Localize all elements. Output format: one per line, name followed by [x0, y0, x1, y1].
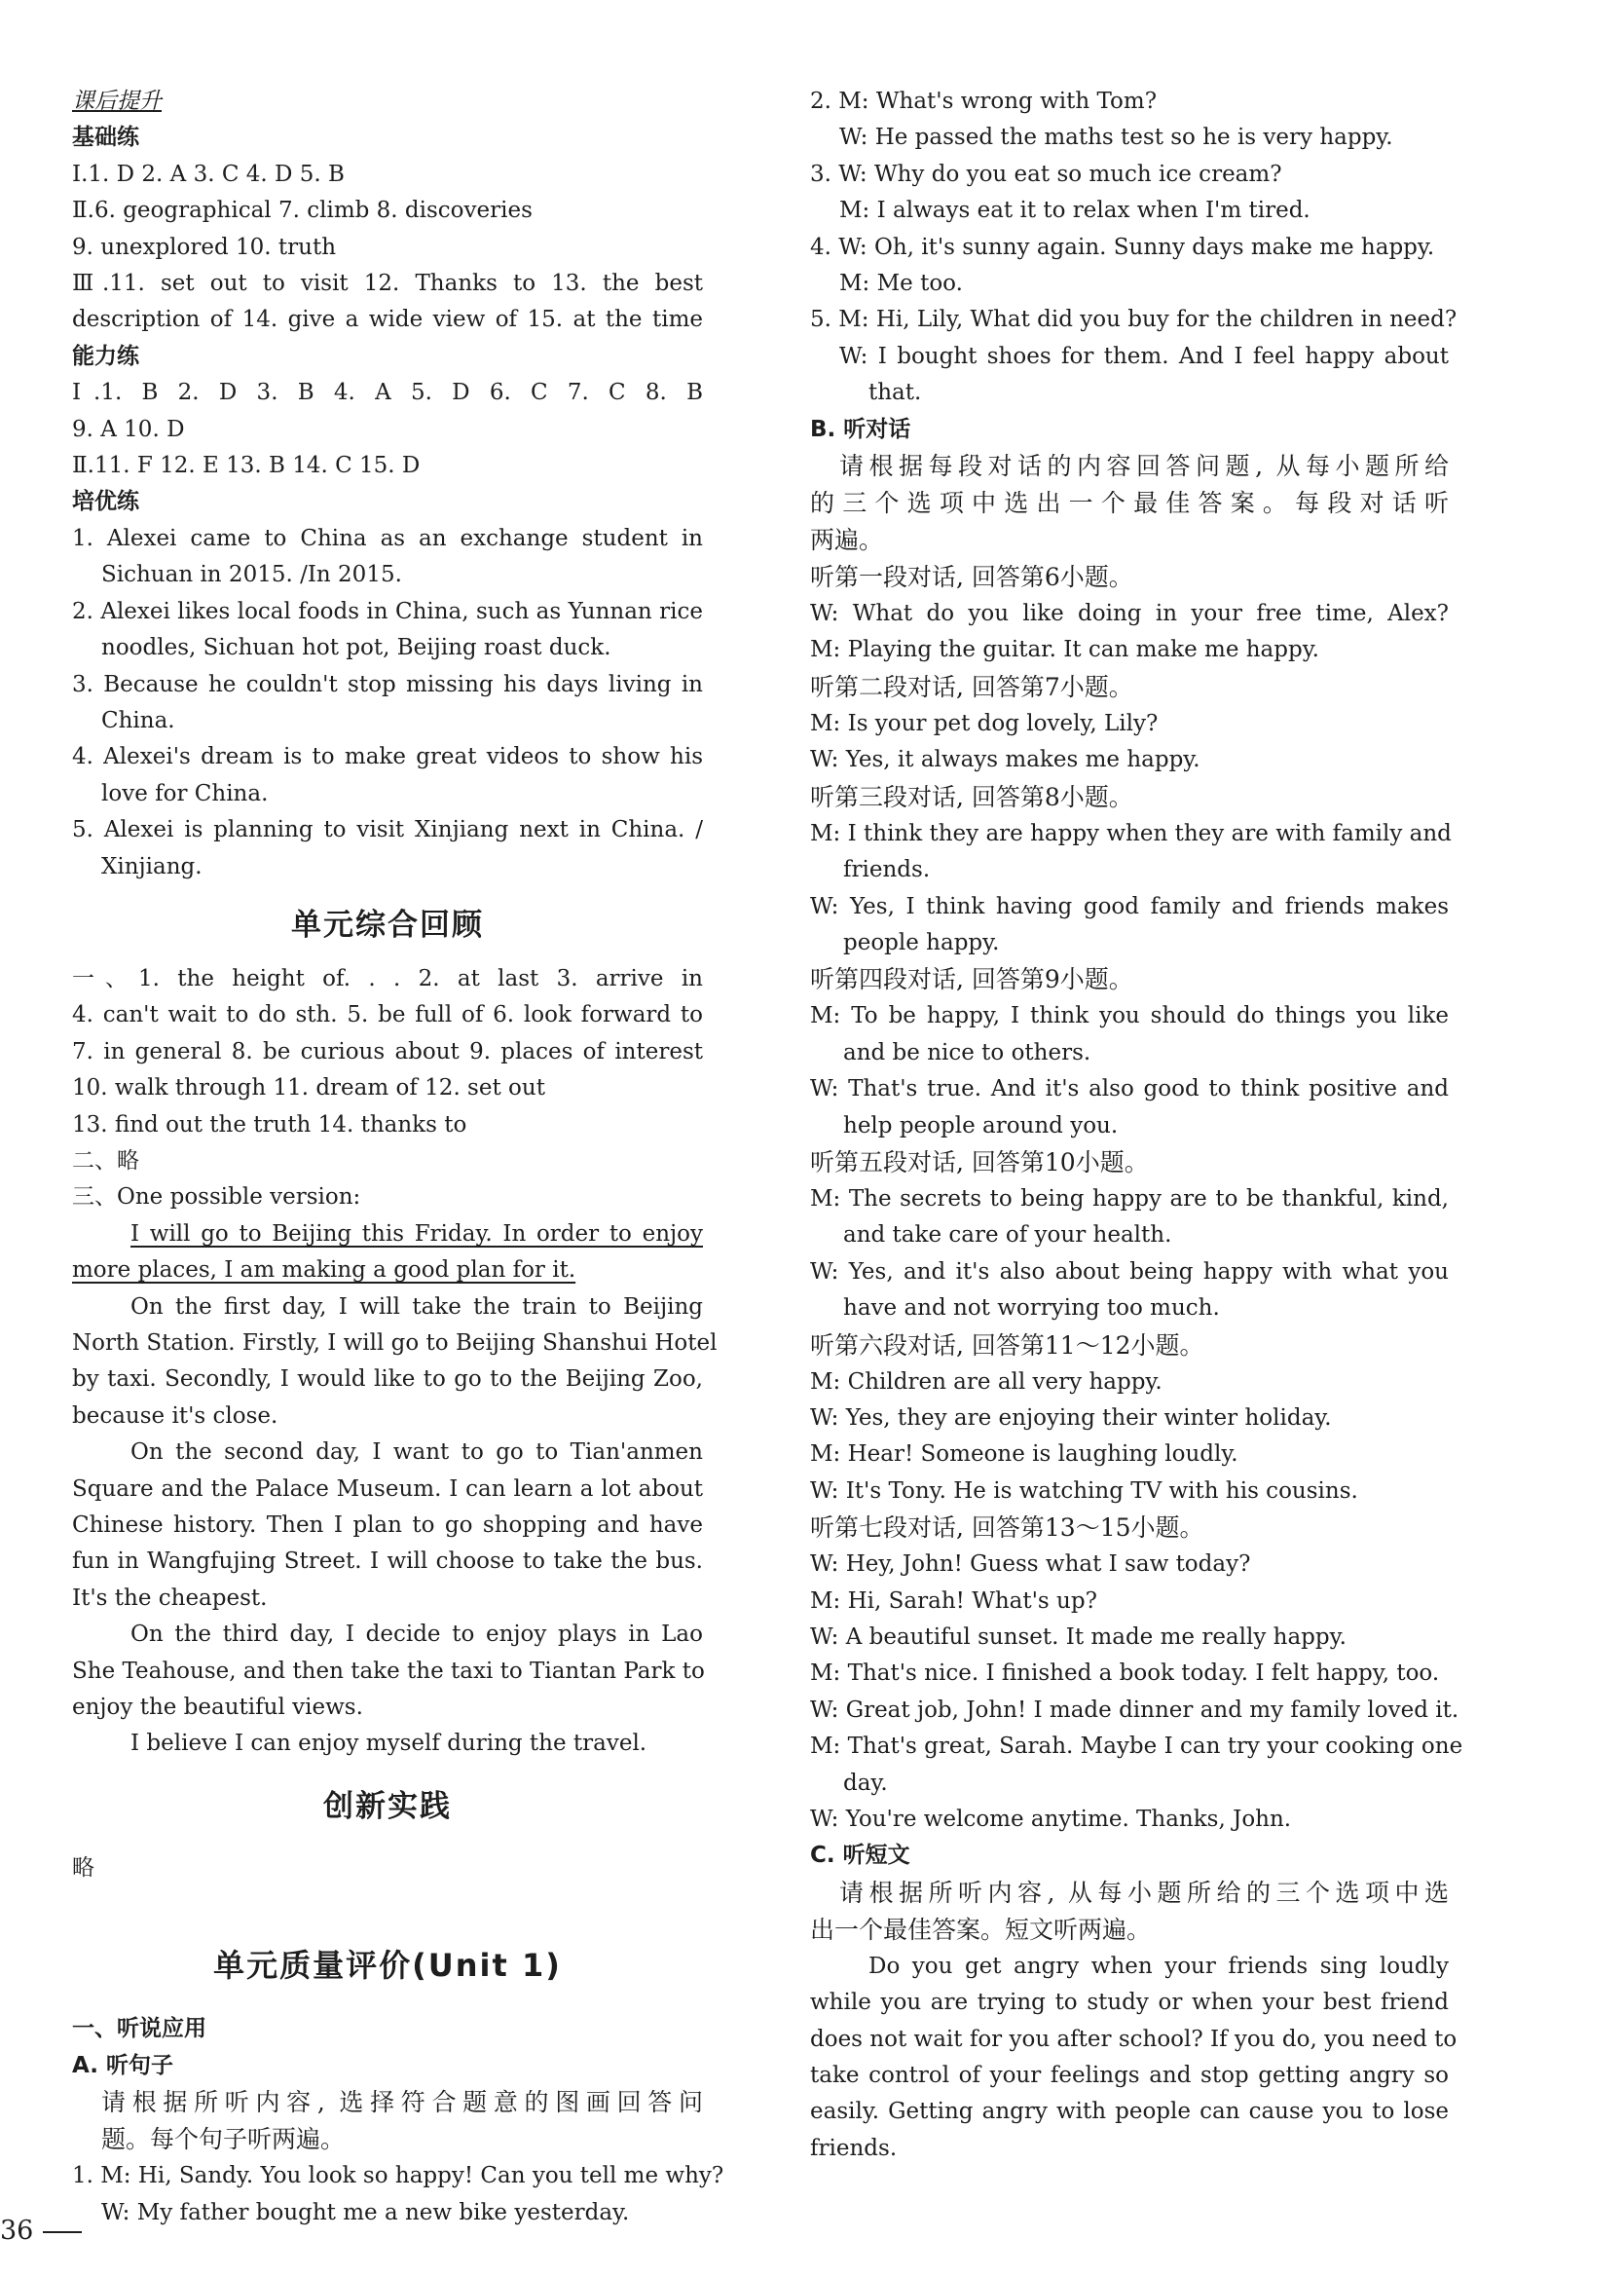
dialogue-line: 1. M: Hi, Sandy. You look so happy! Can you tell me why? — [72, 2163, 724, 2189]
instruction-line: 请根据所听内容, 从每小题所给的三个选项中选 — [839, 1878, 1449, 1907]
essay-line: On the first day, I will take the train to Beijing — [130, 1293, 703, 1320]
dialogue-line: W: Great job, John! I made dinner and my family loved it. — [810, 1697, 1459, 1723]
instruction-line: 出一个最佳答案。短文听两遍。 — [810, 1915, 1152, 1944]
homework-label: 课后提升 — [72, 89, 162, 114]
answer-line: 9. A 10. D — [72, 416, 185, 442]
dialogue-line: M: That's great, Sarah. Maybe I can try your cooking one — [810, 1734, 1463, 1760]
dialogue-line: help people around you. — [843, 1112, 1119, 1138]
dialogue-heading: 听第二段对话, 回答第7小题。 — [810, 672, 1133, 701]
essay-line: enjoy the beautiful views. — [72, 1695, 363, 1721]
dialogue-line: M: Hear! Someone is laughing loudly. — [810, 1441, 1238, 1468]
innovation-practice-title: 创新实践 — [323, 1788, 452, 1824]
essay-line: I believe I can enjoy myself during the travel. — [130, 1731, 647, 1757]
answer-line: Sichuan in 2015. /In 2015. — [101, 562, 402, 588]
answer-line: Ⅲ.11. set out to visit 12. Thanks to 13. the best — [72, 271, 703, 297]
answer-line: 10. walk through 11. dream of 12. set out — [72, 1075, 545, 1101]
dialogue-line: W: It's Tony. He is watching TV with his cousins. — [810, 1477, 1358, 1504]
passage-line: friends. — [810, 2135, 898, 2161]
page-number: 36 — [0, 2216, 82, 2246]
part-heading: C. 听短文 — [810, 1843, 910, 1869]
essay-line: On the second day, I want to go to Tian'anmen — [130, 1439, 703, 1466]
answer-line: 一、1. the height of. . . 2. at last 3. arrive in — [72, 965, 703, 991]
dialogue-line: M: To be happy, I think you should do things you like — [810, 1003, 1449, 1029]
dialogue-line: W: That's true. And it's also good to think positive and — [810, 1076, 1449, 1102]
dialogue-heading: 听第四段对话, 回答第9小题。 — [810, 965, 1133, 994]
dialogue-line: W: What do you like doing in your free time, Alex? — [810, 601, 1449, 627]
instruction-line: 题。每个句子听两遍。 — [101, 2125, 346, 2154]
essay-line-underlined: I will go to Beijing this Friday. In order to enjoy — [130, 1220, 703, 1247]
instruction-line: 两遍。 — [810, 526, 884, 555]
passage-line: does not wait for you after school? If you do, you need to — [810, 2026, 1458, 2052]
dialogue-heading: 听第三段对话, 回答第8小题。 — [810, 782, 1133, 811]
essay-line: by taxi. Secondly, I would like to go to the Beijing Zoo, — [72, 1366, 703, 1393]
answer-line: 13. find out the truth 14. thanks to — [72, 1111, 467, 1138]
dialogue-line: that. — [868, 380, 922, 406]
essay-line: It's the cheapest. — [72, 1585, 268, 1611]
dialogue-line: M: Me too. — [839, 271, 963, 297]
dialogue-heading: 听第五段对话, 回答第10小题。 — [810, 1147, 1149, 1176]
dialogue-line: people happy. — [843, 929, 1000, 955]
unit-quality-title: 单元质量评价(Unit 1) — [213, 1947, 562, 1985]
answer-line: 3. Because he couldn't stop missing his days living in — [72, 671, 703, 697]
unit-review-title: 单元综合回顾 — [291, 907, 484, 943]
dialogue-line: M: Playing the guitar. It can make me happy. — [810, 637, 1319, 663]
instruction-line: 的三个选项中选出一个最佳答案。每段对话听 — [810, 489, 1449, 518]
essay-line: She Teahouse, and then take the taxi to Tiantan Park to — [72, 1658, 705, 1684]
basic-practice-heading: 基础练 — [72, 125, 139, 151]
passage-line: while you are trying to study or when your best friend — [810, 1990, 1449, 2016]
essay-line: On the third day, I decide to enjoy plays in Lao — [130, 1622, 703, 1648]
dialogue-line: M: Children are all very happy. — [810, 1368, 1163, 1395]
excel-practice-heading: 培优练 — [72, 489, 139, 515]
answer-line: 7. in general 8. be curious about 9. places of interest — [72, 1038, 703, 1064]
dialogue-line: M: Hi, Sarah! What's up? — [810, 1587, 1097, 1614]
part-heading: B. 听对话 — [810, 416, 911, 442]
dialogue-line: 5. M: Hi, Lily, What did you buy for the children in need? — [810, 307, 1458, 333]
passage-line: take control of your feelings and stop getting angry so — [810, 2063, 1449, 2089]
answer-line: 三、One possible version: — [72, 1184, 361, 1211]
dialogue-line: W: I bought shoes for them. And I feel happy about — [839, 343, 1449, 369]
essay-line: fun in Wangfujing Street. I will choose to take the bus. — [72, 1548, 703, 1575]
dialogue-line: day. — [843, 1770, 888, 1796]
answer-line: 4. Alexei's dream is to make great videos to show his — [72, 744, 703, 770]
dialogue-line: have and not worrying too much. — [843, 1295, 1220, 1322]
passage-line: Do you get angry when your friends sing loudly — [868, 1953, 1449, 1979]
dialogue-line: M: I always eat it to relax when I'm tired. — [839, 198, 1310, 224]
dialogue-line: 3. W: Why do you eat so much ice cream? — [810, 161, 1282, 187]
right-column — [810, 84, 1463, 2167]
dialogue-line: W: Yes, they are enjoying their winter holiday. — [810, 1404, 1332, 1431]
dialogue-line: W: Yes, I think having good family and friends makes — [810, 893, 1449, 919]
dialogue-line: W: My father bought me a new bike yesterday. — [101, 2199, 630, 2225]
passage-line: easily. Getting angry with people can cause you to lose — [810, 2099, 1449, 2125]
dialogue-line: W: A beautiful sunset. It made me really happy. — [810, 1624, 1347, 1650]
essay-line: Chinese history. Then I plan to go shopping and have — [72, 1512, 703, 1539]
dialogue-heading: 听第六段对话, 回答第11～12小题。 — [810, 1330, 1204, 1360]
dialogue-line: 4. W: Oh, it's sunny again. Sunny days make me happy. — [810, 234, 1435, 260]
dialogue-line: and take care of your health. — [843, 1222, 1172, 1249]
instruction-line: 请根据每段对话的内容回答问题, 从每小题所给 — [839, 452, 1449, 481]
answer-line: description of 14. give a wide view of 15. at the time — [72, 307, 703, 333]
answer-line: 4. can't wait to do sth. 5. be full of 6. look forward to — [72, 1002, 703, 1028]
answer-line: 9. unexplored 10. truth — [72, 234, 337, 260]
dialogue-line: M: I think they are happy when they are with family and — [810, 820, 1452, 846]
answer-line: Ⅰ.1. B 2. D 3. B 4. A 5. D 6. C 7. C 8. B — [72, 380, 703, 406]
essay-line: North Station. Firstly, I will go to Beijing Shanshui Hotel — [72, 1330, 718, 1356]
left-column — [72, 84, 724, 2231]
answer-line: China. — [101, 707, 175, 733]
essay-line-underlined: more places, I am making a good plan for it. — [72, 1257, 576, 1284]
dialogue-line: W: He passed the maths test so he is very happy. — [839, 125, 1393, 151]
ability-practice-heading: 能力练 — [72, 343, 139, 369]
answer-line: Ⅰ.1. D 2. A 3. C 4. D 5. B — [72, 161, 345, 187]
instruction-line: 请根据所听内容, 选择符合题意的图画回答问 — [101, 2088, 703, 2117]
answer-line: Ⅱ.6. geographical 7. climb 8. discoveries — [72, 198, 533, 224]
dialogue-line: W: Hey, John! Guess what I saw today? — [810, 1551, 1251, 1578]
essay-line: Square and the Palace Museum. I can learn a lot about — [72, 1475, 703, 1502]
dialogue-line: M: The secrets to being happy are to be thankful, kind, — [810, 1185, 1449, 1212]
answer-line: 2. Alexei likes local foods in China, such as Yunnan rice — [72, 598, 703, 624]
dialogue-line: M: Is your pet dog lovely, Lily? — [810, 710, 1159, 736]
answer-line: 1. Alexei came to China as an exchange student in — [72, 525, 703, 551]
answer-line: 5. Alexei is planning to visit Xinjiang next in China. / — [72, 817, 703, 843]
dialogue-line: friends. — [843, 857, 931, 883]
section-heading: 一、听说应用 — [72, 2016, 206, 2042]
dialogue-line: W: Yes, it always makes me happy. — [810, 747, 1200, 773]
page-number-dash — [43, 2231, 82, 2233]
essay-line: because it's close. — [72, 1402, 278, 1429]
dialogue-heading: 听第一段对话, 回答第6小题。 — [810, 563, 1133, 592]
part-heading: A. 听句子 — [72, 2052, 173, 2078]
dialogue-line: and be nice to others. — [843, 1039, 1091, 1065]
answer-line: noodles, Sichuan hot pot, Beijing roast duck. — [101, 635, 611, 661]
dialogue-line: M: That's nice. I finished a book today. I felt happy, too. — [810, 1660, 1440, 1687]
dialogue-line: W: Yes, and it's also about being happy with what you — [810, 1258, 1449, 1285]
dialogue-line: W: You're welcome anytime. Thanks, John. — [810, 1807, 1292, 1833]
innovation-answer: 略 — [72, 1854, 94, 1881]
answer-line: 二、略 — [72, 1147, 139, 1174]
answer-line: Xinjiang. — [101, 853, 203, 879]
answer-line: Ⅱ.11. F 12. E 13. B 14. C 15. D — [72, 453, 421, 479]
answer-line: love for China. — [101, 780, 269, 806]
dialogue-heading: 听第七段对话, 回答第13～15小题。 — [810, 1513, 1204, 1543]
dialogue-line: 2. M: What's wrong with Tom? — [810, 89, 1158, 114]
